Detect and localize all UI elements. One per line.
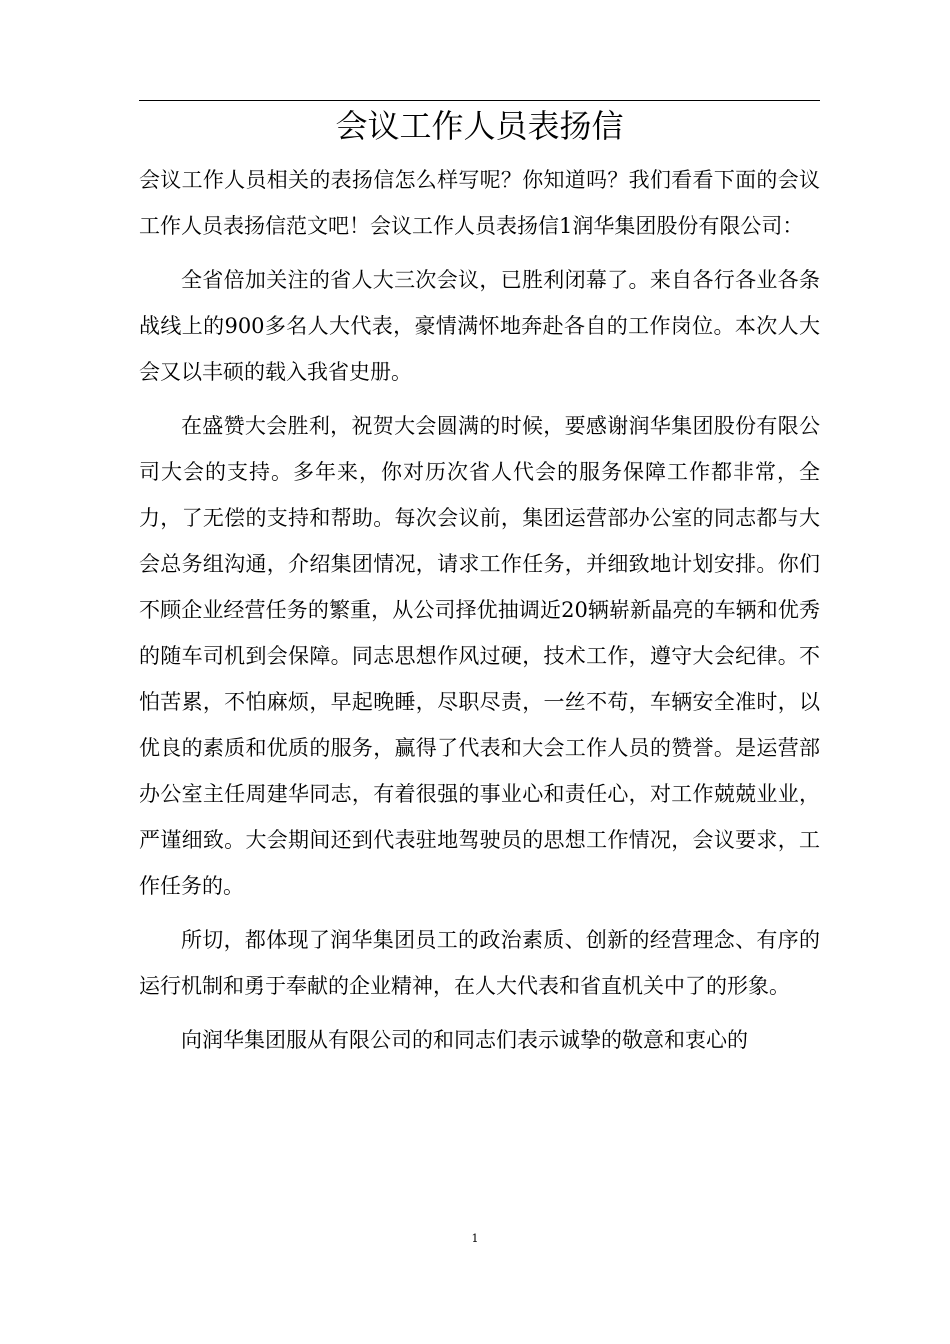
paragraph: 在盛赞大会胜利，祝贺大会圆满的时候，要感谢润华集团股份有限公司大会的支持。多年来，你对历次省人代会的服务保障工作都非常，全力，了无偿的支持和帮助。每次会议前，集团运营部办公室的同志都与大会总务组沟通，介绍集团情况，请求工作任务，并细致地计划安排。你们不顾企业经营任务的繁重，从公司择优抽调近20辆崭新晶亮的车辆和优秀的随车司机到会保障。同志思想作风过硬，技术工作，遵守大会纪律。不怕苦累，不怕麻烦，早起晚睡，尽职尽责，一丝不苟，车辆安全准时，以优良的素质和优质的服务，赢得了代表和大会工作人员的赞誉。是运营部办公室主任周建华同志，有着很强的事业心和责任心，对工作兢兢业业，严谨细致。大会期间还到代表驻地驾驶员的思想工作情况，会议要求，工作任务的。 (139, 414, 820, 898)
document-title: 会议工作人员表扬信 (335, 107, 624, 145)
paragraph: 全省倍加关注的省人大三次会议，已胜利闭幕了。来自各行各业各条战线上的900多名人大代表，豪情满怀地奔赴各自的工作岗位。本次人大会又以丰硕的载入我省史册。 (139, 268, 820, 384)
paragraph: 向润华集团服从有限公司的和同志们表示诚挚的敬意和衷心的 (181, 1028, 748, 1052)
paragraph: 所切，都体现了润华集团员工的政治素质、创新的经营理念、有序的运行机制和勇于奉献的企业精神，在人大代表和省直机关中了的形象。 (139, 928, 820, 998)
header-rule (139, 100, 820, 101)
paragraph-intro: 会议工作人员相关的表扬信怎么样写呢？你知道吗？我们看看下面的会议工作人员表扬信范文吧！会议工作人员表扬信1润华集团股份有限公司： (139, 168, 820, 238)
page-number: 1 (471, 1232, 479, 1245)
document-body (139, 157, 820, 1063)
